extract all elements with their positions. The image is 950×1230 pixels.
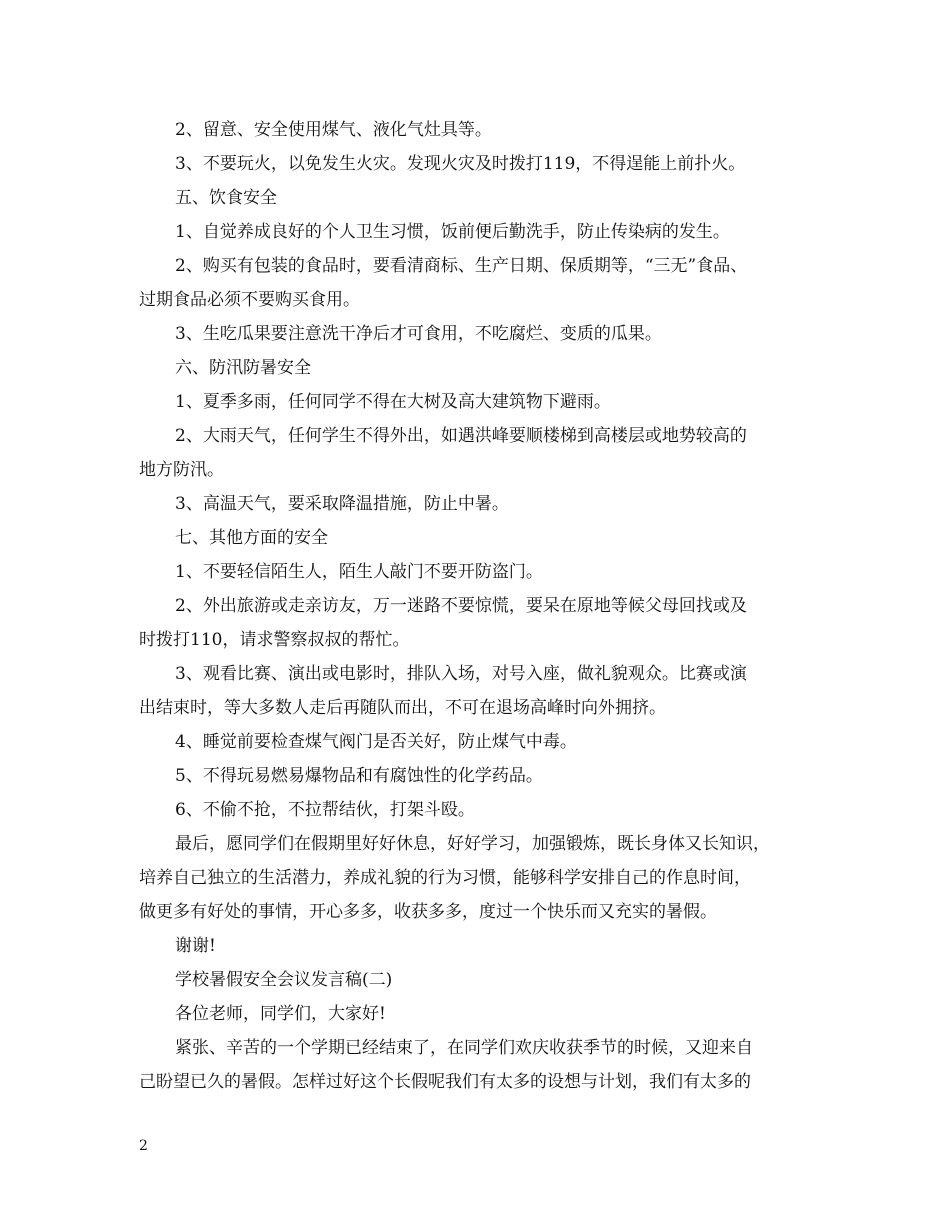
text-line: 过期食品必须不要购买食用。 bbox=[139, 290, 360, 310]
text-line: 时拨打110，请求警察叔叔的帮忙。 bbox=[139, 630, 410, 650]
text-line: 1、自觉养成良好的个人卫生习惯，饭前便后勤洗手，防止传染病的发生。 bbox=[175, 222, 730, 242]
text-line: 六、防汛防暑安全 bbox=[175, 358, 311, 378]
text-line: 五、饮食安全 bbox=[175, 188, 277, 208]
text-line: 紧张、辛苦的一个学期已经结束了，在同学们欢庆收获季节的时候，又迎来自 bbox=[175, 1038, 753, 1058]
text-line: 出结束时，等大多数人走后再随队而出，不可在退场高峰时向外拥挤。 bbox=[139, 698, 666, 718]
text-line: 做更多有好处的事情，开心多多，收获多多，度过一个快乐而又充实的暑假。 bbox=[139, 902, 717, 922]
text-line: 学校暑假安全会议发言稿(二) bbox=[175, 970, 393, 990]
text-line: 己盼望已久的暑假。怎样过好这个长假呢我们有太多的设想与计划，我们有太多的 bbox=[139, 1072, 751, 1092]
text-line: 3、生吃瓜果要注意洗干净后才可食用，不吃腐烂、变质的瓜果。 bbox=[175, 324, 662, 344]
text-line: 5、不得玩易燃易爆物品和有腐蚀性的化学药品。 bbox=[175, 766, 543, 786]
text-line: 2、大雨天气，任何学生不得外出，如遇洪峰要顺楼梯到高楼层或地势较高的 bbox=[175, 426, 747, 446]
text-line: 3、观看比赛、演出或电影时，排队入场，对号入座，做礼貌观众。比赛或演 bbox=[175, 664, 747, 684]
text-line: 培养自己独立的生活潜力，养成礼貌的行为习惯，能够科学安排自己的作息时间， bbox=[139, 868, 751, 888]
text-line: 谢谢! bbox=[175, 936, 216, 956]
text-line: 3、不要玩火，以免发生火灾。发现火灾及时拨打119，不得逞能上前扑火。 bbox=[175, 154, 746, 174]
text-line: 1、不要轻信陌生人，陌生人敲门不要开防盗门。 bbox=[175, 562, 543, 582]
text-line: 各位老师，同学们，大家好! bbox=[175, 1004, 386, 1024]
text-line: 2、留意、安全使用煤气、液化气灶具等。 bbox=[175, 120, 492, 140]
text-line: 2、外出旅游或走亲访友，万一迷路不要惊慌，要呆在原地等候父母回找或及 bbox=[175, 596, 747, 616]
text-line: 6、不偷不抢，不拉帮结伙，打架斗殴。 bbox=[175, 800, 475, 820]
text-line: 七、其他方面的安全 bbox=[175, 528, 328, 548]
text-line: 3、高温天气，要采取降温措施，防止中暑。 bbox=[175, 494, 509, 514]
text-line: 最后，愿同学们在假期里好好休息，好好学习，加强锻炼，既长身体又长知识， bbox=[175, 834, 770, 854]
text-line: 1、夏季多雨，任何同学不得在大树及高大建筑物下避雨。 bbox=[175, 392, 611, 412]
text-line: 4、睡觉前要检查煤气阀门是否关好，防止煤气中毒。 bbox=[175, 732, 577, 752]
document-body bbox=[139, 113, 819, 1099]
text-line: 2、购买有包装的食品时，要看清商标、生产日期、保质期等，“三无”食品、 bbox=[175, 256, 748, 276]
text-line: 地方防汛。 bbox=[139, 460, 224, 480]
page-number: 2 bbox=[139, 1138, 148, 1154]
